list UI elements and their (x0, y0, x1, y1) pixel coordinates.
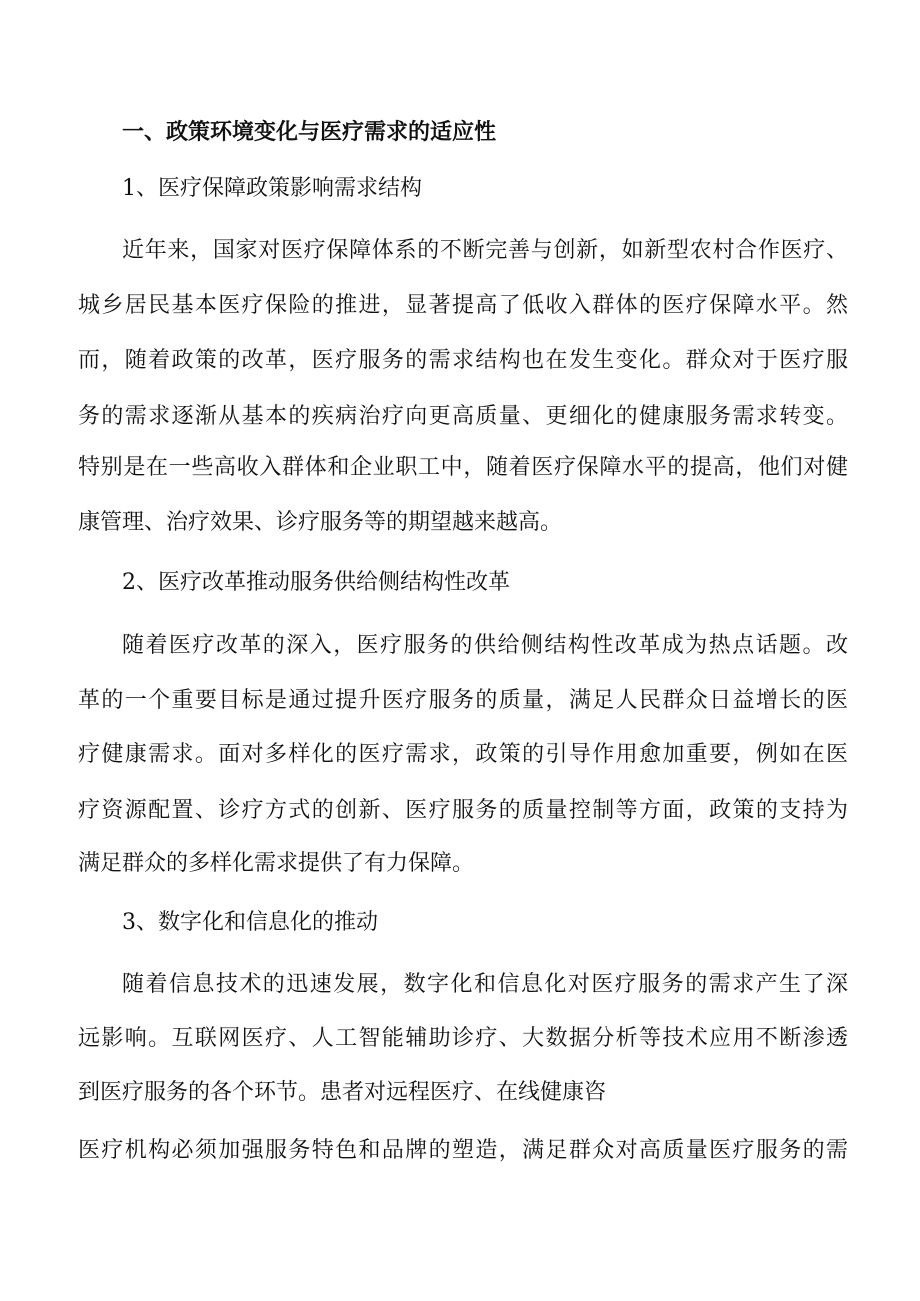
subsection-1-line-5: 特别是在一些高收入群体和企业职工中，随着医疗保障水平的提高，他们对健 (78, 455, 848, 480)
subsection-1-line-4: 务的需求逐渐从基本的疾病治疗向更高质量、更细化的健康服务需求转变。 (78, 404, 848, 429)
subsection-2-line-3: 疗健康需求。面对多样化的医疗需求，政策的引导作用愈加重要，例如在医 (78, 742, 848, 767)
subsection-2-line-1: 随着医疗改革的深入，医疗服务的供给侧结构性改革成为热点话题。改 (122, 633, 848, 658)
subsection-2-title: 2、医疗改革推动服务供给侧结构性改革 (122, 570, 510, 595)
subsection-3-line-1: 随着信息技术的迅速发展，数字化和信息化对医疗服务的需求产生了深 (122, 972, 848, 997)
subsection-1-line-3: 而，随着政策的改革，医疗服务的需求结构也在发生变化。群众对于医疗服 (78, 348, 848, 373)
subsection-3-title: 3、数字化和信息化的推动 (122, 910, 378, 935)
subsection-1-line-6: 康管理、治疗效果、诊疗服务等的期望越来越高。 (78, 510, 563, 535)
subsection-2-line-5: 满足群众的多样化需求提供了有力保障。 (78, 851, 475, 876)
subsection-2-line-4: 疗资源配置、诊疗方式的创新、医疗服务的质量控制等方面，政策的支持为 (78, 798, 848, 823)
subsection-2-line-2: 革的一个重要目标是通过提升医疗服务的质量，满足人民群众日益增长的医 (78, 688, 848, 713)
section-title: 一、政策环境变化与医疗需求的适应性 (122, 119, 497, 145)
trailing-line: 医疗机构必须加强服务特色和品牌的塑造，满足群众对高质量医疗服务的需 (78, 1138, 848, 1163)
subsection-3-line-3: 到医疗服务的各个环节。患者对远程医疗、在线健康咨 (78, 1080, 607, 1105)
subsection-3-line-2: 远影响。互联网医疗、人工智能辅助诊疗、大数据分析等技术应用不断渗透 (78, 1026, 848, 1051)
subsection-1-line-1: 近年来，国家对医疗保障体系的不断完善与创新，如新型农村合作医疗、 (122, 238, 848, 263)
subsection-1-title: 1、医疗保障政策影响需求结构 (122, 176, 422, 201)
subsection-1-line-2: 城乡居民基本医疗保险的推进，显著提高了低收入群体的医疗保障水平。然 (78, 293, 848, 318)
